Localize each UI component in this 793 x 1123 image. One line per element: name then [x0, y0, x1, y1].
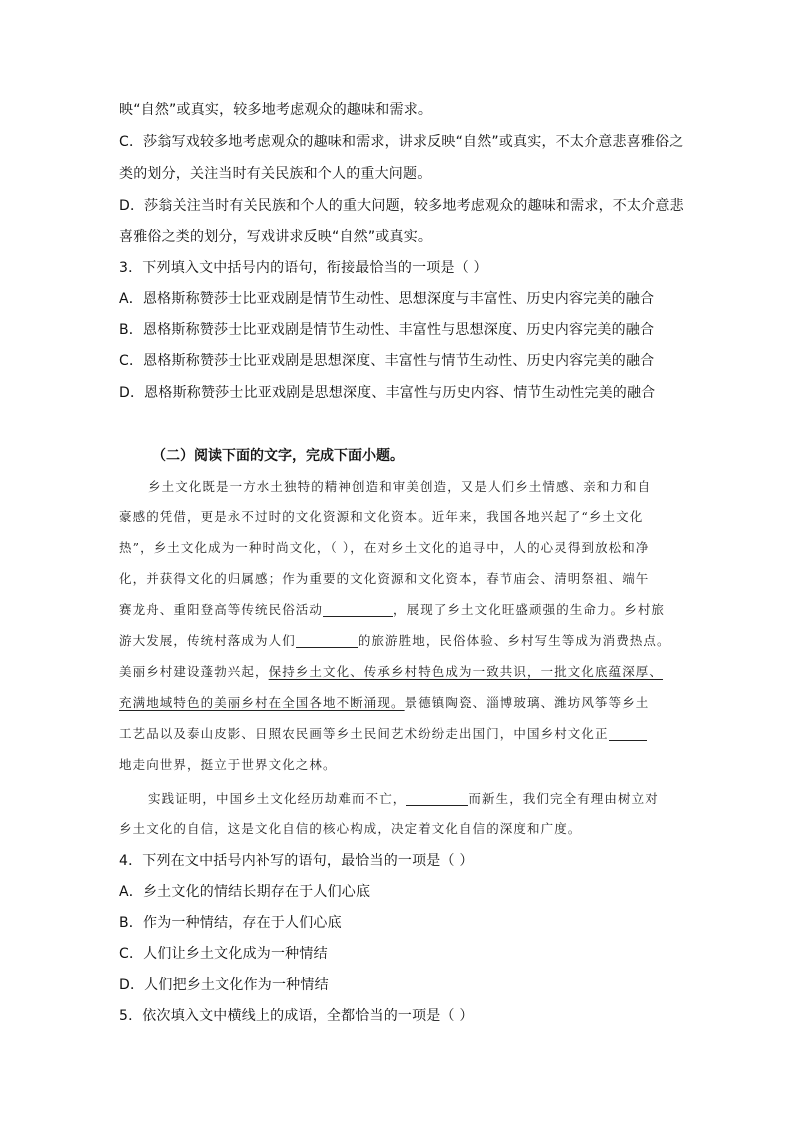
- passage-line: 豪感的凭借，更是永不过时的文化资源和文化资本。近年来，我国各地兴起了“乡土文化: [119, 509, 644, 524]
- question-4-option-d: D．人们把乡土文化作为一种情结: [119, 977, 329, 993]
- underlined-sentence: 保持乡土文化、传承乡村特色成为一致共识，一批文化底蕴深厚、: [268, 664, 664, 679]
- question-3-stem: 3．下列填入文中括号内的语句，衔接最恰当的一项是（ ）: [119, 260, 488, 276]
- passage-text: 工艺品以及泰山皮影、日照农民画等乡土民间艺术纷纷走出国门，中国乡村文化正: [119, 726, 609, 741]
- passage-line: [148, 790, 659, 808]
- passage-text: 游大发展，传统村落成为人们: [119, 633, 296, 648]
- passage-text: 实践证明，中国乡土文化经历劫难而不亡，: [148, 791, 407, 806]
- question-3-option-b: B．恩格斯称赞莎士比亚戏剧是情节生动性、丰富性与思想深度、历史内容完美的融合: [119, 322, 655, 338]
- question-3-option-a: A．恩格斯称赞莎士比亚戏剧是情节生动性、思想深度与丰富性、历史内容完美的融合: [119, 291, 655, 307]
- passage-line: [119, 601, 665, 619]
- text-line: 喜雅俗之类的划分，写戏讲求反映“自然”或真实。: [119, 229, 433, 245]
- answer-blank: [323, 602, 393, 617]
- passage-line: 乡土文化既是一方水土独特的精神创造和审美创造，又是人们乡土情感、亲和力和自: [148, 479, 652, 494]
- option-d: D．莎翁关注当时有关民族和个人的重大问题，较多地考虑观众的趣味和需求，不太介意悲: [119, 198, 684, 214]
- passage-text: 景德镇陶瓷、淄博玻璃、潍坊风筝等乡土: [404, 695, 650, 710]
- question-4-option-b: B．作为一种情结，存在于人们心底: [119, 915, 342, 931]
- answer-blank: [406, 791, 468, 806]
- passage-line: 热”，乡土文化成为一种时尚文化，（ ），在对乡土文化的追寻中，人的心灵得到放松和净: [119, 540, 650, 555]
- section-title: （二）阅读下面的文字，完成下面小题。: [152, 448, 404, 464]
- question-3-option-d: D．恩格斯称赞莎士比亚戏剧是思想深度、丰富性与历史内容、情节生动性完美的融合: [119, 385, 656, 401]
- underlined-sentence: 充满地域特色的美丽乡村在全国各地不断涌现。: [119, 695, 405, 710]
- question-4-option-c: C．人们让乡土文化成为一种情结: [119, 946, 328, 962]
- passage-line: [119, 725, 647, 743]
- passage-text: 的旅游胜地，民俗体验、乡村写生等成为消费热点。: [357, 633, 671, 648]
- passage-line: [119, 632, 671, 650]
- answer-blank: [609, 726, 647, 741]
- passage-line: [119, 663, 663, 681]
- question-4-stem: 4．下列在文中括号内补写的语句，最恰当的一项是（ ）: [119, 853, 474, 869]
- question-5-stem: 5．依次填入文中横线上的成语，全都恰当的一项是（ ）: [119, 1008, 474, 1024]
- question-4-option-a: A．乡土文化的情结长期存在于人们心底: [119, 884, 371, 900]
- answer-blank: [296, 633, 358, 648]
- passage-line: [119, 694, 649, 712]
- passage-text: ，展现了乡土文化旺盛顽强的生命力。乡村旅: [393, 602, 666, 617]
- passage-text: 赛龙舟、重阳登高等传统民俗活动: [119, 602, 324, 617]
- question-3-option-c: C．恩格斯称赞莎士比亚戏剧是思想深度、丰富性与情节生动性、历史内容完美的融合: [119, 353, 655, 369]
- text-line: 映“自然”或真实，较多地考虑观众的趣味和需求。: [119, 102, 433, 118]
- text-line: 类的划分，关注当时有关民族和个人的重大问题。: [119, 166, 432, 182]
- option-c: C．莎翁写戏较多地考虑观众的趣味和需求，讲求反映“自然”或真实，不太介意悲喜雅俗之: [119, 134, 684, 150]
- passage-line: 化，并获得文化的归属感；作为重要的文化资源和文化资本，春节庙会、清明祭祖、端午: [119, 571, 650, 586]
- passage-line: 地走向世界，挺立于世界文化之林。: [119, 757, 337, 772]
- passage-text: 美丽乡村建设蓬勃兴起，: [119, 664, 269, 679]
- passage-line: 乡土文化的自信，这是文化自信的核心构成，决定着文化自信的深度和广度。: [119, 821, 582, 836]
- passage-text: 而新生，我们完全有理由树立对: [468, 791, 659, 806]
